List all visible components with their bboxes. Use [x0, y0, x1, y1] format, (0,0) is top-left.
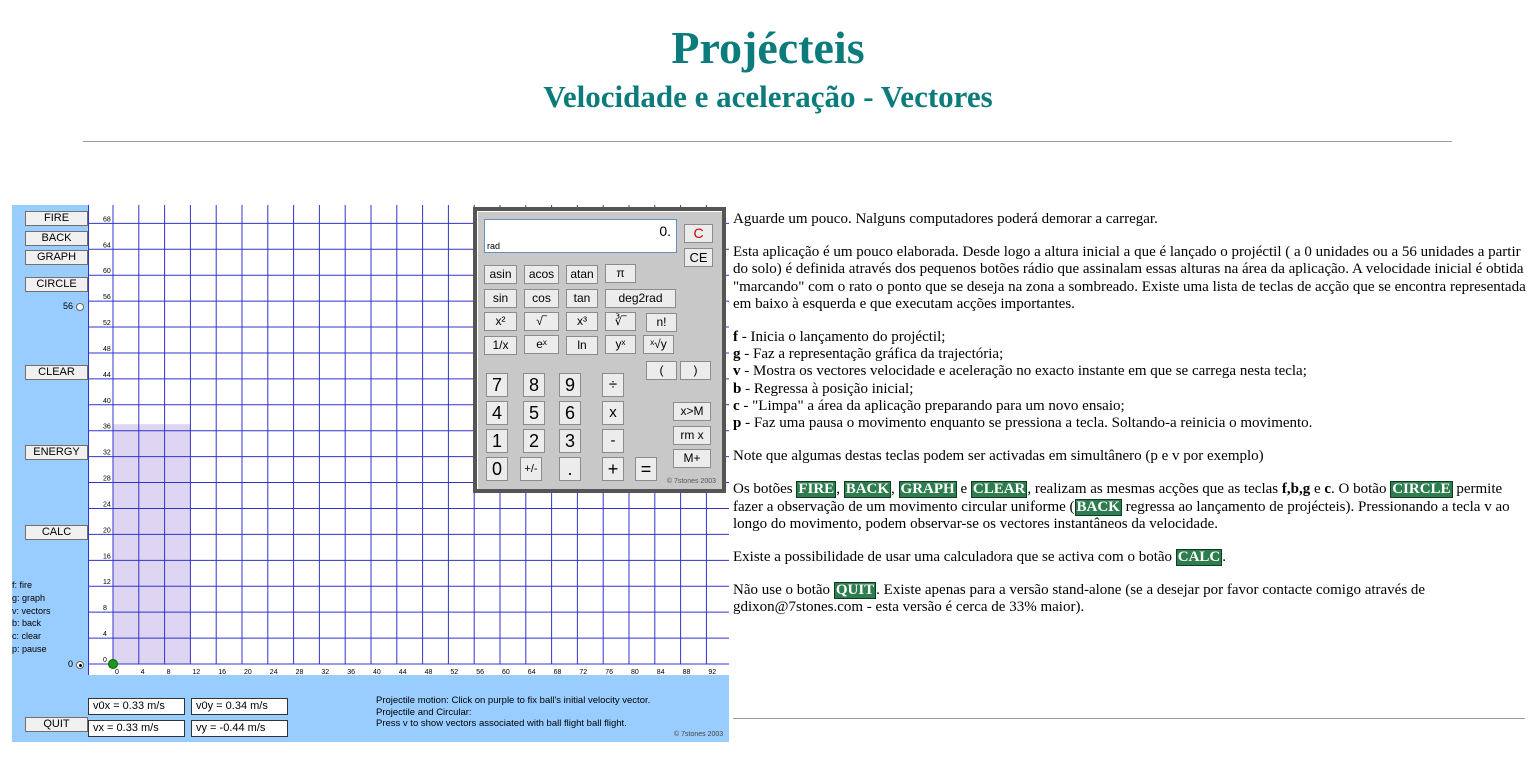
key-letter: c [1324, 481, 1332, 498]
text-run: Não use o botão [733, 582, 834, 599]
key-description: - Faz uma pausa o movimento enquanto se pressiona a tecla. Soltando-a reinicia o movimento. [741, 415, 1313, 432]
calc-button[interactable]: CALC [25, 525, 88, 540]
text-run: Os botões [733, 481, 797, 498]
calculator-copyright: © 7stones 2003 [666, 478, 716, 485]
key-letter: f [733, 329, 738, 346]
text-run: , [891, 481, 899, 498]
x-tick-label: 80 [631, 669, 639, 676]
energy-button[interactable]: ENERGY [25, 445, 88, 460]
y-tick-label: 32 [103, 449, 111, 457]
calculator-paragraph [733, 549, 1528, 566]
y-tick-label: 56 [103, 294, 111, 302]
instruction-line: Press v to show vectors associated with ball flight ball flight. [376, 718, 627, 729]
text-run: . [1222, 549, 1227, 566]
sign-key[interactable]: +/- [520, 457, 542, 481]
cube-root-key[interactable]: ∛‾ [605, 312, 636, 331]
y-tick-label: 60 [103, 268, 111, 276]
text-run: . O botão [1331, 481, 1391, 498]
instruction-line: Projectile and Circular: [376, 706, 472, 718]
digit-6-key[interactable]: 6 [559, 401, 581, 425]
decimal-key[interactable]: . [559, 457, 581, 481]
key-list-item [733, 346, 1003, 362]
y-tick-label: 4 [103, 631, 107, 639]
x-tick-label: 76 [605, 669, 613, 676]
height-0-radio[interactable] [76, 661, 84, 669]
page-title: Projécteis [671, 22, 865, 73]
square-key[interactable]: x² [484, 312, 517, 331]
graph-keyword: GRAPH [900, 481, 955, 498]
power-key[interactable]: yˣ [605, 335, 636, 354]
y-tick-label: 20 [103, 527, 111, 535]
applet-copyright: © 7stones 2003 [674, 731, 724, 738]
asin-key[interactable]: asin [484, 265, 517, 284]
description-paragraph: Esta aplicação é um pouco elaborada. Desde logo a altura inicial a que é lançado o projéctil ( a 0 unidades ou a 56 unidades a partir do solo) é definida através dos pequenos botões rádio que assinalam essas alturas na área da aplicação. A velocidade inicial é obtida "marcando" com o rato o ponto que se deseja na zona a sombreado. Existe uma lista de teclas de acção que se encontra representada em baixo à esquerda e que executam acções importantes. [733, 244, 1526, 312]
cube-key[interactable]: x³ [566, 312, 598, 331]
vy-readout: vy = -0.44 m/s [191, 720, 288, 737]
x-tick-label: 36 [347, 669, 355, 676]
y-tick-label: 8 [103, 605, 107, 613]
x-tick-label: 32 [321, 669, 330, 676]
legend-item: b: back [12, 618, 42, 629]
atan-key[interactable]: atan [566, 265, 598, 284]
y-tick-label: 28 [103, 475, 111, 483]
digit-4-key[interactable]: 4 [486, 401, 508, 425]
x-tick-label: 44 [398, 669, 407, 676]
velocity-selection-area[interactable] [113, 424, 190, 664]
applet-instructions [376, 695, 650, 730]
x-tick-label: 72 [579, 669, 588, 676]
calculator-value: 0. [659, 223, 671, 239]
simultaneous-note: Note que algumas destas teclas podem ser activadas em simultânero (p e v por exemplo) [733, 448, 1264, 465]
y-tick-label: 52 [103, 320, 111, 328]
x-tick-label: 8 [166, 669, 171, 676]
back-keyword: BACK [845, 481, 890, 498]
memory-store-key[interactable]: x>M [673, 402, 711, 421]
text-run: . Existe apenas para a versão stand-alone (se a desejar por favor contacte comigo através de gdixon@7stones.com - esta versão é cerca de 33% maior). [733, 582, 1426, 616]
key-letter: p [733, 415, 742, 432]
circle-keyword: CIRCLE [1392, 481, 1451, 498]
key-list-item [733, 363, 1307, 379]
key-letter: c [733, 397, 740, 414]
digit-8-key[interactable]: 8 [523, 373, 545, 397]
x-tick-label: 28 [295, 669, 304, 676]
exp-key[interactable]: eˣ [524, 335, 559, 354]
text-run: permite fazer a observação de um movimento circular uniforme ( [733, 481, 1503, 515]
clear-key[interactable]: C [684, 224, 713, 243]
description-text [733, 211, 1528, 633]
key-description: - "Limpa" a área da aplicação preparando para um novo ensaio; [739, 397, 1125, 414]
digit-2-key[interactable]: 2 [523, 429, 545, 453]
digit-9-key[interactable]: 9 [559, 373, 581, 397]
reciprocal-key[interactable]: 1/x [484, 336, 517, 355]
bottom-divider [733, 718, 1525, 719]
x-tick-label: 88 [682, 669, 691, 676]
x-tick-label: 16 [218, 669, 226, 676]
key-letter: v [733, 363, 741, 380]
x-tick-label: 60 [502, 669, 510, 676]
digit-3-key[interactable]: 3 [559, 429, 581, 453]
memory-add-key[interactable]: M+ [673, 449, 711, 468]
back-button[interactable]: BACK [25, 231, 88, 246]
key-list-item [733, 398, 1125, 414]
instruction-line: Projectile motion: Click on purple to fix ball's initial velocity vector. [376, 695, 651, 706]
x-tick-label: 68 [553, 669, 562, 676]
clear-button[interactable]: CLEAR [25, 365, 88, 380]
key-letters: f,b,g [1281, 481, 1311, 498]
text-run: Existe a possibilidade de usar uma calculadora que se activa com o botão [733, 549, 1176, 566]
y-tick-label: 48 [103, 345, 111, 353]
digit-5-key[interactable]: 5 [523, 401, 545, 425]
quit-button[interactable]: QUIT [25, 717, 88, 732]
text-run: e [1310, 481, 1325, 498]
legend-item: p: pause [12, 643, 47, 654]
equals-key[interactable]: = [635, 457, 657, 481]
y-tick-label: 16 [103, 553, 111, 561]
v0x-readout: v0x = 0.33 m/s [88, 698, 185, 715]
x-tick-label: 56 [476, 669, 484, 676]
y-tick-label: 68 [103, 216, 111, 224]
key-letter: b [733, 380, 742, 397]
v0y-readout: v0y = 0.34 m/s [191, 698, 288, 715]
key-description: - Faz a representação gráfica da trajectória; [740, 346, 1004, 363]
nth-root-key[interactable]: ˣ√y [643, 335, 674, 354]
quit-keyword: QUIT [835, 582, 875, 599]
quit-paragraph [733, 582, 1528, 616]
top-divider [83, 141, 1452, 142]
fire-keyword: FIRE [798, 481, 835, 498]
buttons-paragraph [733, 481, 1528, 533]
y-tick-label: 12 [103, 579, 111, 587]
graph-button[interactable]: GRAPH [25, 250, 88, 265]
key-list-item [733, 381, 913, 397]
x-tick-label: 52 [450, 669, 459, 676]
sin-key[interactable]: sin [484, 289, 517, 308]
x-tick-label: 12 [192, 669, 201, 676]
y-tick-label: 64 [103, 242, 111, 250]
legend-item: g: graph [12, 592, 46, 603]
x-tick-label: 20 [244, 669, 252, 676]
height-56-radio[interactable] [76, 303, 84, 311]
x-tick-label: 24 [269, 669, 278, 676]
multiply-key[interactable]: x [602, 401, 624, 425]
ln-key[interactable]: ln [566, 336, 598, 355]
add-key[interactable]: + [602, 457, 624, 481]
x-tick-label: 40 [373, 669, 381, 676]
divide-key[interactable]: ÷ [602, 373, 624, 397]
memory-recall-key[interactable]: rm x [673, 426, 711, 445]
loading-note: Aguarde um pouco. Nalguns computadores poderá demorar a carregar. [733, 211, 1158, 227]
key-letter: g [733, 346, 741, 363]
factorial-key[interactable]: n! [646, 313, 677, 332]
key-description: - Regressa à posição inicial; [741, 380, 914, 397]
cos-key[interactable]: cos [524, 289, 559, 308]
sqrt-key[interactable]: √‾ [524, 312, 559, 331]
height-0-label: 0 [68, 659, 74, 669]
page-subtitle: Velocidade e aceleração - Vectores [543, 79, 993, 114]
x-tick-label: 92 [708, 669, 717, 676]
clear-entry-key[interactable]: CE [684, 248, 713, 267]
deg2rad-key[interactable]: deg2rad [605, 289, 676, 308]
legend-item: v: vectors [12, 605, 51, 616]
subtract-key[interactable]: - [602, 429, 624, 453]
vx-readout: vx = 0.33 m/s [88, 720, 185, 737]
calculator-panel[interactable] [473, 207, 726, 493]
y-tick-label: 0 [103, 657, 107, 664]
y-tick-label: 44 [103, 371, 111, 379]
acos-key[interactable]: acos [524, 265, 559, 284]
pi-key[interactable]: π [605, 264, 636, 283]
calc-keyword: CALC [1177, 549, 1221, 566]
x-tick-label: 48 [424, 669, 433, 676]
y-tick-label: 36 [103, 423, 111, 431]
text-run: e [956, 481, 971, 498]
tan-key[interactable]: tan [566, 289, 598, 308]
key-legend [12, 579, 82, 656]
circle-button[interactable]: CIRCLE [25, 277, 88, 292]
left-paren-key[interactable]: ( [646, 361, 677, 380]
right-paren-key[interactable]: ) [680, 361, 711, 380]
digit-7-key[interactable]: 7 [486, 373, 508, 397]
key-list [733, 329, 1528, 432]
fire-button[interactable]: FIRE [25, 211, 88, 226]
key-list-item [733, 329, 945, 345]
calculator-mode: rad [487, 241, 501, 251]
text-run: , [836, 481, 844, 498]
digit-0-key[interactable]: 0 [486, 457, 508, 481]
calculator-display [484, 219, 677, 253]
back-keyword: BACK [1076, 498, 1120, 515]
x-tick-label: 64 [527, 669, 536, 676]
y-tick-label: 40 [103, 397, 111, 405]
key-description: - Inicia o lançamento do projéctil; [738, 329, 946, 346]
digit-1-key[interactable]: 1 [486, 429, 508, 453]
projectile-ball [109, 660, 118, 669]
text-run: , realizam as mesmas acções que as teclas [1027, 481, 1282, 498]
x-tick-label: 84 [656, 669, 665, 676]
key-list-item [733, 415, 1312, 431]
x-tick-label: 0 [115, 669, 119, 676]
legend-item: c: clear [12, 631, 42, 642]
clear-keyword: CLEAR [972, 481, 1026, 498]
height-56-label: 56 [63, 301, 74, 311]
text-run: regressa ao lançamento de projécteis). Pressionando a tecla v ao longo do movimento, podem observar-se os vectores instantâneos da velocidade. [733, 498, 1510, 532]
key-description: - Mostra os vectores velocidade e aceleração no exacto instante em que se carrega nesta tecla; [740, 363, 1307, 380]
x-tick-label: 4 [140, 669, 145, 676]
legend-item: f: fire [12, 580, 33, 590]
y-tick-label: 24 [103, 501, 111, 509]
